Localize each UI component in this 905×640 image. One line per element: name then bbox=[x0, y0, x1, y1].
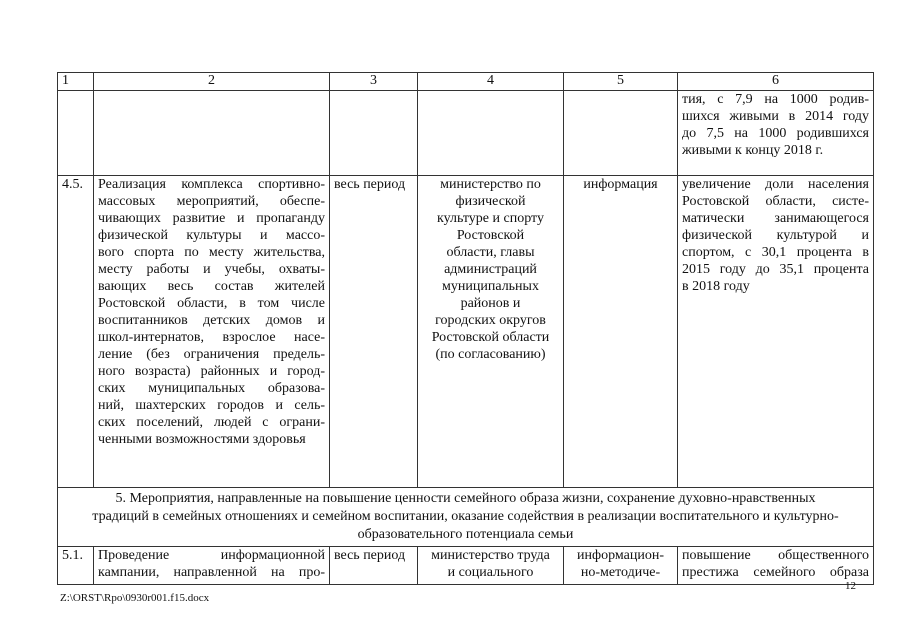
text-line: увеличение доли населения bbox=[682, 177, 869, 192]
text-line: администраций bbox=[444, 262, 537, 277]
text-line: в 2018 году bbox=[682, 279, 750, 294]
text-line: до 7,5 на 1000 родившихся bbox=[682, 126, 869, 141]
text-line: живыми к концу 2018 г. bbox=[682, 143, 824, 158]
result-cell bbox=[678, 176, 874, 488]
text-line: ских муниципальных образова- bbox=[98, 381, 325, 396]
text-line: вающих весь состав жителей bbox=[98, 279, 325, 294]
text-line: спортом, с 30,1 процента в bbox=[682, 245, 869, 260]
cont-result-cell bbox=[678, 91, 874, 176]
text-line: чивающих развитие и пропаганду bbox=[98, 211, 325, 226]
text-line: физической bbox=[455, 194, 526, 209]
text-line: и социального bbox=[447, 565, 534, 580]
text-line: ного возраста) районных и город- bbox=[98, 364, 325, 379]
text-line: информацион- bbox=[577, 548, 664, 563]
text-line: тия, с 7,9 на 1000 родив- bbox=[682, 92, 869, 107]
text-line: министерство по bbox=[440, 177, 541, 192]
text-line: Ростовской области bbox=[431, 330, 550, 345]
page-number: 12 bbox=[845, 580, 856, 592]
header-cell-4: 4 bbox=[418, 73, 564, 91]
text-line: физической культурой и bbox=[682, 228, 869, 243]
activity-cell bbox=[94, 176, 330, 488]
row-5-1 bbox=[58, 547, 874, 585]
text-line: культуре и спорту bbox=[437, 211, 544, 226]
cont-cell-5 bbox=[564, 91, 678, 176]
text-line: месту работы и учебы, охваты- bbox=[98, 262, 325, 277]
text-line: ских поселений, людей с ограни- bbox=[98, 415, 325, 430]
text-line: области, главы bbox=[446, 245, 535, 260]
text-line: ление (без ограничения предель- bbox=[98, 347, 325, 362]
plan-table bbox=[57, 72, 874, 585]
text-line: муниципальных bbox=[442, 279, 539, 294]
text-line: традиций в семейных отношениях и семейном воспитании, оказание содействия в реализации воспитательного и культурно- bbox=[92, 509, 839, 524]
period-cell: весь период bbox=[330, 547, 418, 585]
report-form-cell: информация bbox=[564, 176, 678, 488]
continuation-row bbox=[58, 91, 874, 176]
header-cell-3: 3 bbox=[330, 73, 418, 91]
cont-cell-4 bbox=[418, 91, 564, 176]
section-5-row bbox=[58, 488, 874, 547]
responsible-cell bbox=[418, 547, 564, 585]
header-row bbox=[58, 73, 874, 91]
activity-cell bbox=[94, 547, 330, 585]
header-cell-2: 2 bbox=[94, 73, 330, 91]
text-line: массовых мероприятий, обеспе- bbox=[98, 194, 325, 209]
cont-cell-2 bbox=[94, 91, 330, 176]
header-cell-1: 1 bbox=[58, 73, 94, 91]
text-line: районов и bbox=[460, 296, 521, 311]
cont-cell-3 bbox=[330, 91, 418, 176]
result-cell bbox=[678, 547, 874, 585]
header-cell-6: 6 bbox=[678, 73, 874, 91]
section-5-heading bbox=[58, 488, 874, 547]
text-line: престижа семейного образа bbox=[682, 565, 869, 580]
text-line: кампании, направленной на про- bbox=[98, 565, 325, 580]
text-line: но-методиче- bbox=[580, 565, 661, 580]
text-line: матически занимающегося bbox=[682, 211, 869, 226]
text-line: Ростовской области, систе- bbox=[682, 194, 869, 209]
text-line: воспитанников детских домов и bbox=[98, 313, 325, 328]
text-line: повышение общественного bbox=[682, 548, 869, 563]
period-cell: весь период bbox=[330, 176, 418, 488]
footer-file-path: Z:\ORST\Rpo\0930r001.f15.docx bbox=[60, 592, 210, 604]
header-cell-5: 5 bbox=[564, 73, 678, 91]
row-4-5 bbox=[58, 176, 874, 488]
report-form-cell bbox=[564, 547, 678, 585]
row-number: 4.5. bbox=[58, 176, 94, 488]
text-line: школ-интернатов, взрослое насе- bbox=[98, 330, 325, 345]
text-line: ний, шахтерских городов и сель- bbox=[98, 398, 325, 413]
text-line: образовательного потенциала семьи bbox=[357, 527, 574, 542]
text-line: шихся живыми в 2014 году bbox=[682, 109, 869, 124]
text-line: Реализация комплекса спортивно- bbox=[98, 177, 325, 192]
text-line: вого спорта по месту жительства, bbox=[98, 245, 325, 260]
text-line: Ростовской области, в том числе bbox=[98, 296, 325, 311]
text-line: Проведение информационной bbox=[98, 548, 325, 563]
text-line: министерство труда bbox=[431, 548, 550, 563]
text-line: Ростовской bbox=[456, 228, 525, 243]
text-line: 2015 году до 35,1 процента bbox=[682, 262, 869, 277]
responsible-cell bbox=[418, 176, 564, 488]
text-line: 5. Мероприятия, направленные на повышение ценности семейного образа жизни, сохранение духовно-нравственных bbox=[115, 491, 816, 506]
text-line: физической культуры и массо- bbox=[98, 228, 325, 243]
text-line: городских округов bbox=[435, 313, 546, 328]
text-line: ченными возможностями здоровья bbox=[98, 432, 306, 447]
text-line: (по согласованию) bbox=[435, 347, 546, 362]
cont-cell-1 bbox=[58, 91, 94, 176]
row-number: 5.1. bbox=[58, 547, 94, 585]
